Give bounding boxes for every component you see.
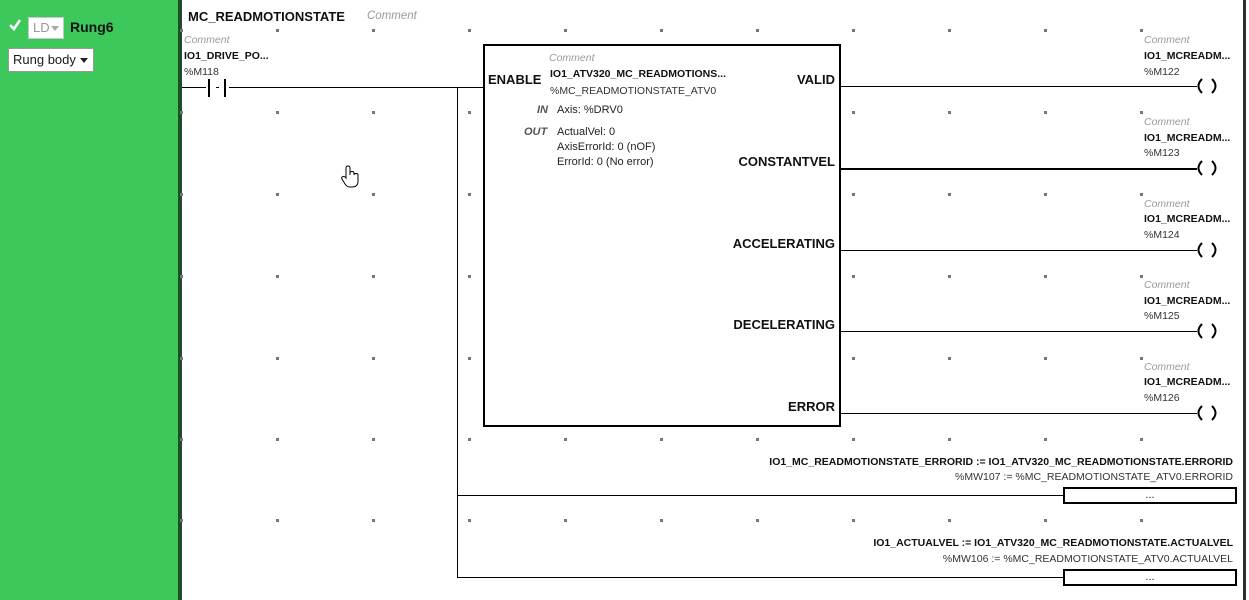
grid-dot — [852, 357, 855, 360]
grid-dot — [1140, 438, 1143, 441]
rung-body-label: Rung body — [13, 52, 76, 67]
grid-dot — [948, 29, 951, 32]
assignment-box[interactable]: ... — [1063, 487, 1237, 504]
power-rail-right — [1243, 0, 1246, 600]
coil-icon[interactable] — [1193, 242, 1221, 258]
grid-dot — [660, 29, 663, 32]
grid-dot — [948, 111, 951, 114]
fb-type: %MC_READMOTIONSTATE_ATV0 — [550, 85, 717, 97]
assignment-expression[interactable]: IO1_ACTUALVEL := IO1_ATV320_MC_READMOTIONSTATE.ACTUALVEL — [873, 537, 1233, 549]
grid-dot — [180, 438, 183, 441]
fb-out-key: OUT — [524, 126, 548, 138]
fb-enable-pin: ENABLE — [488, 72, 542, 87]
assignment-expression[interactable]: IO1_MC_READMOTIONSTATE_ERRORID := IO1_ATV320_MC_READMOTIONSTATE.ERRORID — [769, 456, 1233, 468]
fb-instance-name[interactable]: IO1_ATV320_MC_READMOTIONS... — [550, 68, 727, 80]
grid-dot — [852, 438, 855, 441]
output-wire — [841, 413, 1197, 414]
grid-dot — [372, 357, 375, 360]
coil-address: %M123 — [1144, 147, 1180, 159]
coil-label[interactable]: IO1_MCREADM... — [1144, 295, 1231, 307]
coil-icon[interactable] — [1193, 405, 1221, 421]
grid-dot — [372, 111, 375, 114]
contact-label[interactable]: IO1_DRIVE_PO... — [184, 50, 269, 62]
output-wire — [841, 86, 1197, 87]
coil-comment[interactable]: Comment — [1144, 198, 1190, 210]
grid-dot — [852, 519, 855, 522]
function-block[interactable] — [483, 44, 841, 427]
coil-label[interactable]: IO1_MCREADM... — [1144, 50, 1231, 62]
rung-name[interactable]: Rung6 — [70, 19, 114, 35]
grid-dot — [1044, 111, 1047, 114]
grid-dot — [1044, 357, 1047, 360]
grid-dot — [948, 438, 951, 441]
grid-dot — [180, 519, 183, 522]
grid-dot — [1140, 519, 1143, 522]
coil-label[interactable]: IO1_MCREADM... — [1144, 132, 1231, 144]
language-label: LD — [33, 20, 50, 35]
grid-dot — [180, 357, 183, 360]
grid-dot — [1140, 275, 1143, 278]
hand-cursor-icon — [341, 165, 361, 189]
grid-dot — [756, 29, 759, 32]
grid-dot — [276, 519, 279, 522]
fb-output-pin: ERROR — [788, 399, 835, 414]
grid-dot — [564, 519, 567, 522]
coil-icon[interactable] — [1193, 78, 1221, 94]
coil-address: %M126 — [1144, 392, 1180, 404]
fb-comment[interactable]: Comment — [549, 52, 595, 64]
grid-dot — [948, 357, 951, 360]
grid-dot — [948, 193, 951, 196]
grid-dot — [852, 193, 855, 196]
grid-dot — [1044, 193, 1047, 196]
contact-comment[interactable]: Comment — [184, 34, 230, 46]
grid-dot — [1140, 193, 1143, 196]
assignment-address: %MW106 := %MC_READMOTIONSTATE_ATV0.ACTUALVEL — [942, 553, 1233, 565]
grid-dot — [852, 111, 855, 114]
grid-dot — [180, 275, 183, 278]
coil-icon[interactable] — [1193, 323, 1221, 339]
coil-address: %M125 — [1144, 310, 1180, 322]
coil-comment[interactable]: Comment — [1144, 279, 1190, 291]
fb-out-value: ActualVel: 0 — [557, 126, 616, 138]
grid-dot — [180, 111, 183, 114]
fb-out-value: ErrorId: 0 (No error) — [557, 156, 654, 168]
grid-dot — [948, 519, 951, 522]
coil-address: %M122 — [1144, 66, 1180, 78]
grid-dot — [1140, 111, 1143, 114]
grid-dot — [468, 519, 471, 522]
branch-wire — [457, 87, 458, 578]
output-wire — [841, 250, 1197, 251]
fb-output-pin: DECELERATING — [733, 317, 835, 332]
grid-dot — [468, 357, 471, 360]
grid-dot — [1044, 438, 1047, 441]
rung-title[interactable]: MC_READMOTIONSTATE — [188, 9, 345, 24]
grid-dot — [276, 111, 279, 114]
rung-comment[interactable]: Comment — [367, 10, 417, 22]
fb-output-pin: CONSTANTVEL — [738, 154, 835, 169]
grid-dot — [468, 275, 471, 278]
grid-dot — [276, 275, 279, 278]
grid-dot — [852, 29, 855, 32]
grid-dot — [468, 111, 471, 114]
fb-output-pin: ACCELERATING — [732, 236, 835, 251]
grid-dot — [372, 193, 375, 196]
fb-in-key: IN — [537, 104, 548, 116]
coil-icon[interactable] — [1193, 160, 1221, 176]
grid-dot — [180, 193, 183, 196]
grid-dot — [372, 275, 375, 278]
grid-dot — [1044, 275, 1047, 278]
coil-comment[interactable]: Comment — [1144, 361, 1190, 373]
grid-dot — [1140, 29, 1143, 32]
assign-wire-2 — [457, 577, 1063, 578]
grid-dot — [564, 29, 567, 32]
grid-dot — [852, 275, 855, 278]
grid-dot — [468, 29, 471, 32]
grid-dot — [468, 438, 471, 441]
output-wire — [841, 168, 1197, 170]
grid-dot — [372, 519, 375, 522]
assignment-box[interactable]: ... — [1063, 569, 1237, 586]
grid-dot — [1140, 357, 1143, 360]
contact-address: %M118 — [184, 66, 219, 78]
grid-dot — [756, 438, 759, 441]
fb-out-value: AxisErrorId: 0 (nOF) — [557, 141, 656, 153]
grid-dot — [756, 519, 759, 522]
grid-dot — [276, 438, 279, 441]
fb-in-value: Axis: %DRV0 — [557, 104, 623, 116]
coil-comment[interactable]: Comment — [1144, 116, 1190, 128]
fb-output-pin: VALID — [796, 72, 835, 87]
grid-dot — [948, 275, 951, 278]
grid-dot — [276, 193, 279, 196]
coil-comment[interactable]: Comment — [1144, 34, 1190, 46]
grid-dot — [180, 29, 183, 32]
output-wire — [841, 331, 1197, 332]
coil-address: %M124 — [1144, 229, 1180, 241]
grid-dot — [1044, 29, 1047, 32]
grid-dot — [372, 438, 375, 441]
contact-icon[interactable] — [200, 79, 236, 97]
grid-dot — [660, 519, 663, 522]
grid-dot — [468, 193, 471, 196]
grid-dot — [660, 438, 663, 441]
assign-wire-1 — [457, 495, 1063, 496]
coil-label[interactable]: IO1_MCREADM... — [1144, 213, 1231, 225]
grid-dot — [564, 438, 567, 441]
grid-dot — [372, 29, 375, 32]
coil-label[interactable]: IO1_MCREADM... — [1144, 376, 1231, 388]
grid-dot — [276, 357, 279, 360]
grid-dot — [1044, 519, 1047, 522]
assignment-address: %MW107 := %MC_READMOTIONSTATE_ATV0.ERRORID — [954, 471, 1233, 483]
grid-dot — [276, 29, 279, 32]
